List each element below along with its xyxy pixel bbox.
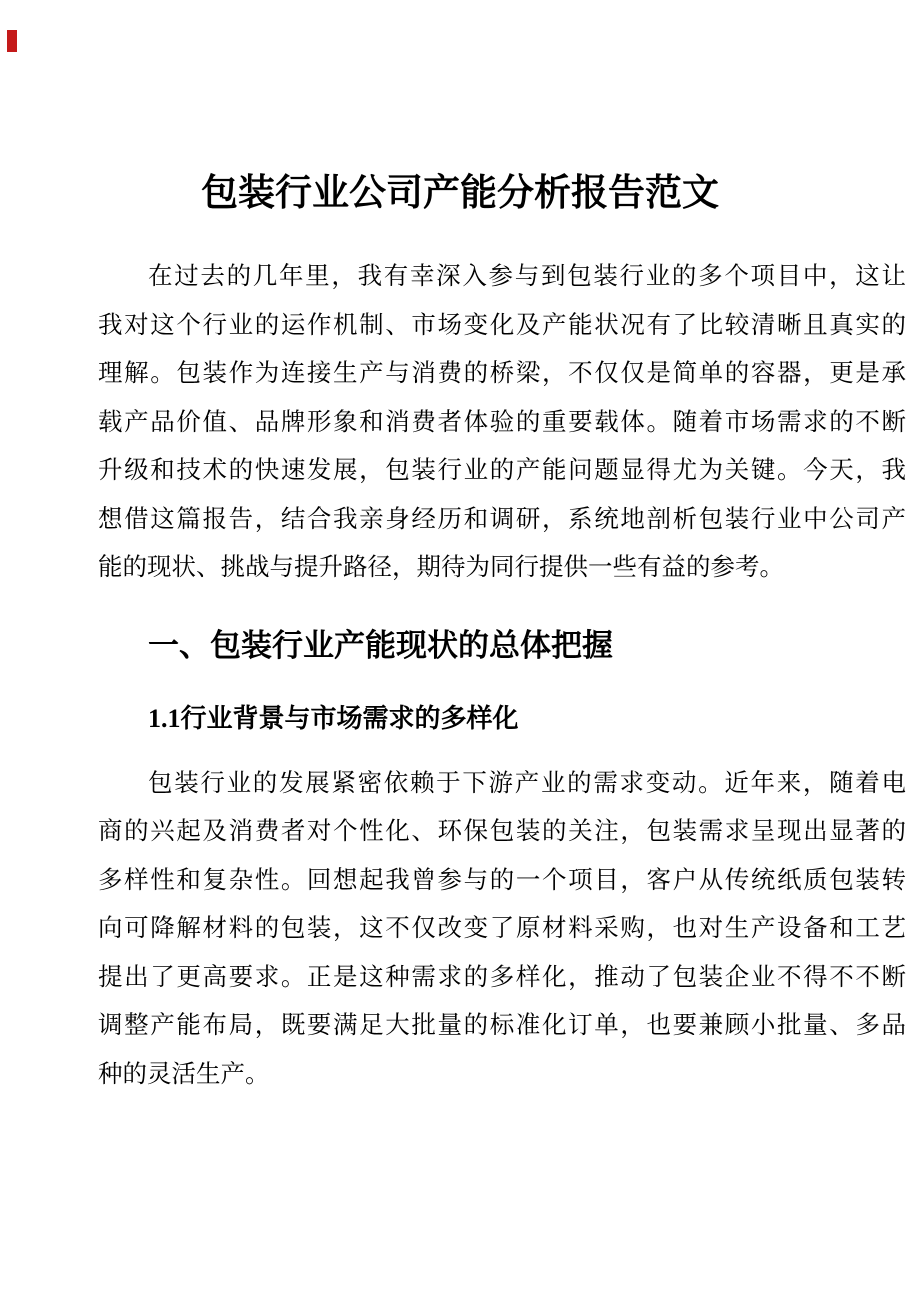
- paragraph-line: 包装行业的发展紧密依赖于下游产业的需求变动。近年来，随着电: [148, 769, 906, 797]
- paragraph-line: 种的灵活生产。: [98, 1060, 270, 1088]
- paragraph-line: 我对这个行业的运作机制、市场变化及产能状况有了比较清晰且真实的: [98, 311, 906, 339]
- paragraph-line: 载产品价值、品牌形象和消费者体验的重要载体。随着市场需求的不断: [98, 408, 906, 436]
- paragraph-line: 调整产能布局，既要满足大批量的标准化订单，也要兼顾小批量、多品: [98, 1012, 906, 1039]
- paragraph-line: 商的兴起及消费者对个性化、环保包装的关注，包装需求呈现出显著的: [98, 818, 906, 845]
- paragraph-line: 能的现状、挑战与提升路径，期待为同行提供一些有益的参考。: [98, 554, 784, 581]
- paragraph-line: 升级和技术的快速发展，包装行业的产能问题显得尤为关键。今天，我: [98, 457, 906, 484]
- subsection-title: 行业背景与市场需求的多样化: [180, 702, 519, 733]
- paragraph-line: 提出了更高要求。正是这种需求的多样化，推动了包装企业不得不不断: [98, 963, 906, 991]
- paragraph-line: 在过去的几年里，我有幸深入参与到包装行业的多个项目中，这让: [148, 263, 906, 290]
- subsection-heading: [98, 701, 906, 735]
- document-body: [98, 253, 906, 1099]
- paragraph-line: 多样性和复杂性。回想起我曾参与的一个项目，客户从传统纸质包装转: [98, 866, 906, 894]
- paragraph: [98, 253, 906, 593]
- subsection-number: 1.1: [148, 703, 181, 733]
- paragraph-line: 向可降解材料的包装，这不仅改变了原材料采购，也对生产设备和工艺: [98, 915, 906, 942]
- paragraph-line: 想借这篇报告，结合我亲身经历和调研，系统地剖析包装行业中公司产: [98, 505, 906, 533]
- document-title: 包装行业公司产能分析报告范文: [201, 172, 719, 213]
- paragraph: [98, 760, 906, 1100]
- paragraph-line: 理解。包装作为连接生产与消费的桥梁，不仅仅是简单的容器，更是承: [98, 360, 906, 387]
- red-corner-marker: [7, 30, 17, 52]
- section-heading: 一、包装行业产能现状的总体把握: [148, 627, 613, 663]
